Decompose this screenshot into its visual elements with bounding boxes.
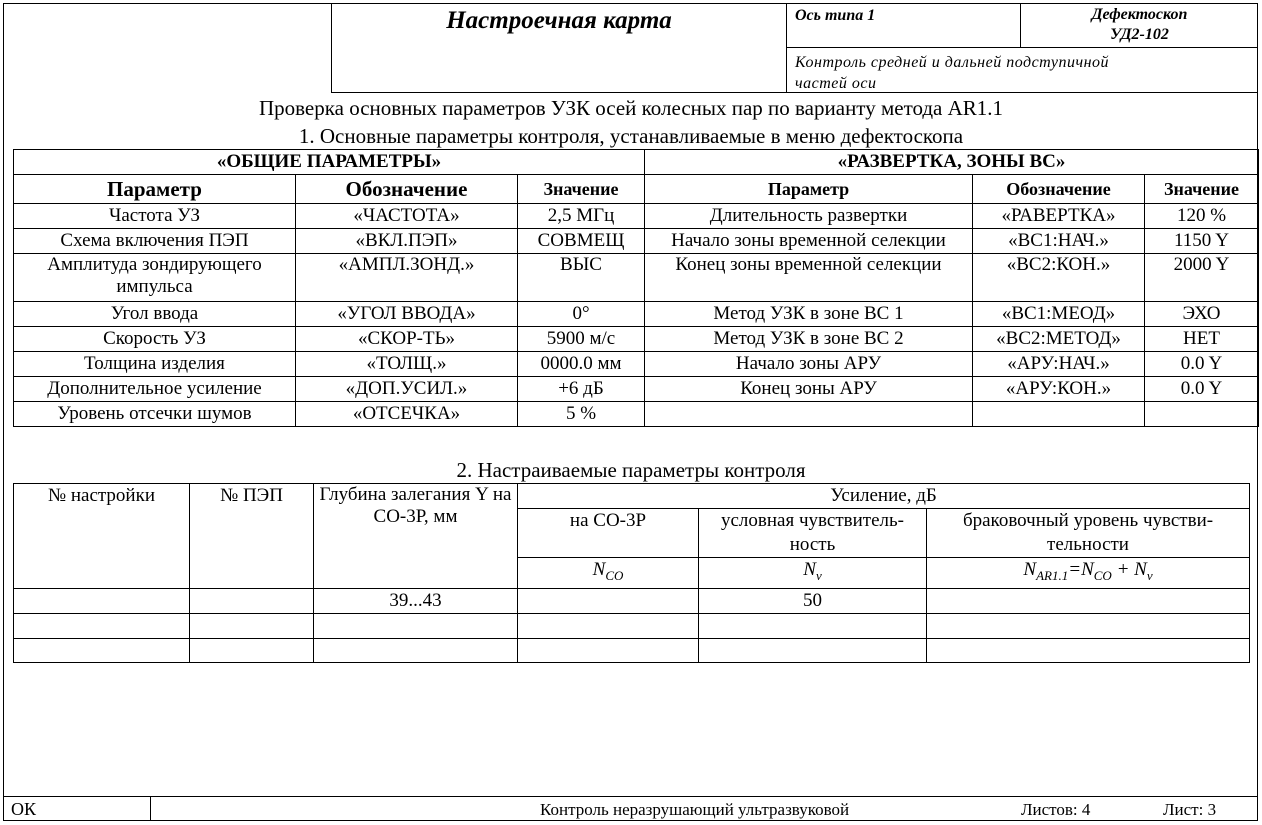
col-header-depth: Глубина залегания Y на СО-3Р, мм bbox=[314, 484, 518, 589]
param-name: Начало зоны АРУ bbox=[645, 352, 973, 377]
table-row bbox=[14, 613, 1250, 638]
cond-cell: 50 bbox=[699, 588, 927, 613]
param-value: 120 % bbox=[1145, 204, 1259, 229]
axle-type: Ось типа 1 bbox=[795, 7, 876, 24]
general-parameters-table bbox=[13, 149, 1259, 427]
param-value: 0.0 Y bbox=[1145, 377, 1259, 402]
setting-cell bbox=[14, 613, 190, 638]
main-title: Проверка основных параметров УЗК осей колесных пар по варианту метода AR1.1 bbox=[258, 96, 1004, 120]
control-line-1: Контроль средней и дальней подступичной bbox=[795, 54, 1110, 71]
cond-cell bbox=[699, 638, 927, 662]
table-row bbox=[14, 204, 1259, 229]
param-name: Схема включения ПЭП bbox=[14, 229, 296, 254]
section2-title: 2. Настраиваемые параметры контроля bbox=[456, 458, 806, 482]
param-symbol: «РАВЕРТКА» bbox=[973, 204, 1145, 229]
param-name: Длительность развертки bbox=[645, 204, 973, 229]
depth-cell bbox=[314, 613, 518, 638]
param-name: Метод УЗК в зоне ВС 2 bbox=[645, 327, 973, 352]
depth-cell: 39...43 bbox=[314, 588, 518, 613]
param-symbol bbox=[973, 402, 1145, 427]
param-name: Метод УЗК в зоне ВС 1 bbox=[645, 302, 973, 327]
param-value: 0.0 Y bbox=[1145, 352, 1259, 377]
control-description bbox=[787, 47, 1258, 92]
sub-header-rejection-level: браковочный уровень чувстви-тельности bbox=[927, 509, 1250, 558]
setting-cell bbox=[14, 588, 190, 613]
footer bbox=[3, 796, 1258, 821]
device-label: Дефектоскоп bbox=[1091, 6, 1188, 23]
param-value bbox=[1145, 402, 1259, 427]
reject-cell bbox=[927, 638, 1250, 662]
param-value: СОВМЕЩ bbox=[518, 229, 645, 254]
col-header-param-right: Параметр bbox=[645, 175, 973, 204]
param-symbol: «ДОП.УСИЛ.» bbox=[296, 377, 518, 402]
param-symbol: «ОТСЕЧКА» bbox=[296, 402, 518, 427]
cond-cell bbox=[699, 613, 927, 638]
param-value: 1150 Y bbox=[1145, 229, 1259, 254]
param-name: Дополнительное усиление bbox=[14, 377, 296, 402]
symbol-nco: $N_{CO}$ bbox=[518, 558, 699, 589]
co3r-cell bbox=[518, 613, 699, 638]
footer-divider bbox=[150, 797, 151, 821]
param-name: Начало зоны временной селекции bbox=[645, 229, 973, 254]
col-header-setting: № настройки bbox=[14, 484, 190, 589]
section1-title: 1. Основные параметры контроля, устанавливаемые в меню дефектоскопа bbox=[298, 124, 964, 148]
table-row bbox=[14, 588, 1250, 613]
pep-cell bbox=[190, 638, 314, 662]
reject-cell bbox=[927, 613, 1250, 638]
param-symbol: «АРУ:КОН.» bbox=[973, 377, 1145, 402]
table-row bbox=[14, 352, 1259, 377]
param-symbol: «ВС1:МЕОД» bbox=[973, 302, 1145, 327]
param-name bbox=[645, 402, 973, 427]
col-header-value: Значение bbox=[518, 175, 645, 204]
param-name: Конец зоны временной селекции bbox=[645, 254, 973, 302]
section-sweep-zones: «РАЗВЕРТКА, ЗОНЫ ВС» bbox=[645, 150, 1259, 175]
table-row bbox=[14, 638, 1250, 662]
setting-cell bbox=[14, 638, 190, 662]
param-name: Амплитуда зондирующего импульса bbox=[14, 254, 296, 302]
table-row bbox=[14, 327, 1259, 352]
header-info-box bbox=[786, 3, 1258, 93]
col-header-param: Параметр bbox=[14, 175, 296, 204]
table-row bbox=[14, 302, 1259, 327]
param-name: Уровень отсечки шумов bbox=[14, 402, 296, 427]
symbol-nar: $N_{AR1.1}=N_{CO} + N_v$ bbox=[927, 558, 1250, 589]
section-general-params: «ОБЩИЕ ПАРАМЕТРЫ» bbox=[14, 150, 645, 175]
footer-code: ОК bbox=[11, 799, 37, 819]
symbol-nv: $N_v$ bbox=[699, 558, 927, 589]
table-row bbox=[14, 402, 1259, 427]
param-value: 5 % bbox=[518, 402, 645, 427]
param-name: Толщина изделия bbox=[14, 352, 296, 377]
col-header-pep: № ПЭП bbox=[190, 484, 314, 589]
co3r-cell bbox=[518, 588, 699, 613]
param-symbol: «ВКЛ.ПЭП» bbox=[296, 229, 518, 254]
col-header-symbol: Обозначение bbox=[296, 175, 518, 204]
param-symbol: «УГОЛ ВВОДА» bbox=[296, 302, 518, 327]
device-box bbox=[1020, 3, 1258, 47]
param-name: Частота УЗ bbox=[14, 204, 296, 229]
footer-title: Контроль неразрушающий ультразвуковой bbox=[540, 800, 850, 819]
param-name: Угол ввода bbox=[14, 302, 296, 327]
param-symbol: «ВС2:МЕТОД» bbox=[973, 327, 1145, 352]
footer-sheet-count: Листов: 4 bbox=[1021, 800, 1091, 819]
param-value: ЭХО bbox=[1145, 302, 1259, 327]
param-symbol: «СКОР-ТЬ» bbox=[296, 327, 518, 352]
reject-cell bbox=[927, 588, 1250, 613]
table-row bbox=[14, 254, 1259, 302]
tuning-parameters-table bbox=[13, 483, 1250, 663]
sub-header-conditional-sensitivity: условная чувствитель-ность bbox=[699, 509, 927, 558]
param-value: ВЫС bbox=[518, 254, 645, 302]
param-value: 2000 Y bbox=[1145, 254, 1259, 302]
footer-sheet-number: Лист: 3 bbox=[1163, 800, 1217, 819]
depth-cell bbox=[314, 638, 518, 662]
document-title: Настроечная карта bbox=[446, 7, 672, 34]
col-header-value-right: Значение bbox=[1145, 175, 1259, 204]
param-symbol: «ВС2:КОН.» bbox=[973, 254, 1145, 302]
control-line-2: частей оси bbox=[795, 75, 877, 92]
param-value: 5900 м/с bbox=[518, 327, 645, 352]
pep-cell bbox=[190, 588, 314, 613]
co3r-cell bbox=[518, 638, 699, 662]
param-value: 0° bbox=[518, 302, 645, 327]
param-symbol: «ВС1:НАЧ.» bbox=[973, 229, 1145, 254]
param-value: +6 дБ bbox=[518, 377, 645, 402]
table-row bbox=[14, 229, 1259, 254]
param-name: Конец зоны АРУ bbox=[645, 377, 973, 402]
param-symbol: «АМПЛ.ЗОНД.» bbox=[296, 254, 518, 302]
param-value: НЕТ bbox=[1145, 327, 1259, 352]
col-header-gain: Усиление, дБ bbox=[518, 484, 1250, 509]
param-symbol: «ТОЛЩ.» bbox=[296, 352, 518, 377]
col-header-symbol-right: Обозначение bbox=[973, 175, 1145, 204]
param-name: Скорость УЗ bbox=[14, 327, 296, 352]
param-value: 0000.0 мм bbox=[518, 352, 645, 377]
param-symbol: «ЧАСТОТА» bbox=[296, 204, 518, 229]
header-title-box bbox=[331, 3, 786, 93]
sub-header-co3r: на СО-3Р bbox=[518, 509, 699, 558]
table-row bbox=[14, 377, 1259, 402]
device-model: УД2-102 bbox=[1110, 26, 1169, 43]
param-symbol: «АРУ:НАЧ.» bbox=[973, 352, 1145, 377]
param-value: 2,5 МГц bbox=[518, 204, 645, 229]
pep-cell bbox=[190, 613, 314, 638]
